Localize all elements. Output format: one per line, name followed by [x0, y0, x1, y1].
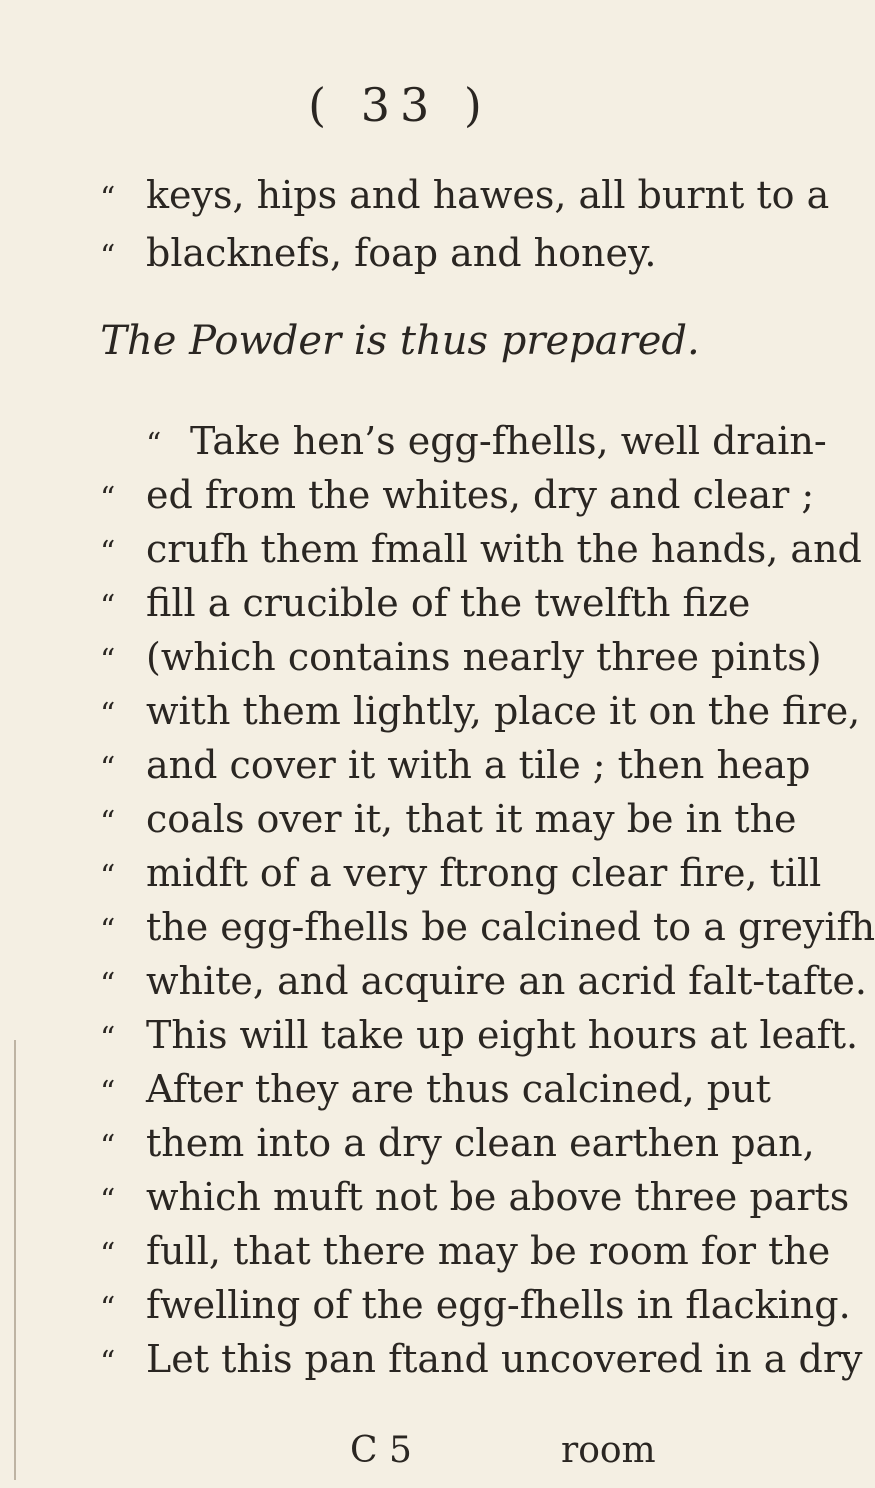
quote-mark: “ — [100, 697, 116, 732]
quote-mark: “ — [146, 427, 162, 462]
line-text: Take hen’s egg-fhells, well drain- — [190, 419, 827, 463]
text-line — [0, 846, 822, 902]
quote-mark: “ — [100, 1021, 116, 1056]
line-text: keys, hips and hawes, all burnt to a — [146, 173, 830, 217]
section-heading: The Powder is thus prepared. — [100, 318, 700, 364]
line-text: After they are thus calcined, put — [146, 1067, 771, 1111]
quote-mark: “ — [100, 181, 116, 216]
quote-mark: “ — [100, 239, 116, 274]
line-text: the egg-fhells be calcined to a greyifh — [146, 905, 875, 949]
text-line — [0, 900, 875, 956]
line-text: white, and acquire an acrid falt-tafte. — [146, 959, 867, 1003]
quote-mark: “ — [100, 1183, 116, 1218]
line-text: fwelling of the egg-fhells in flacking. — [146, 1283, 851, 1327]
text-line — [0, 1062, 800, 1118]
quote-mark: “ — [100, 589, 116, 624]
text-line — [0, 792, 800, 848]
text-line — [0, 226, 800, 282]
quote-mark: “ — [100, 1075, 116, 1110]
line-text: ed from the whites, dry and clear ; — [146, 473, 815, 517]
text-line — [0, 1008, 859, 1064]
text-line — [0, 168, 830, 224]
page-footer — [0, 1424, 800, 1480]
text-line — [0, 630, 822, 686]
quote-mark: “ — [100, 643, 116, 678]
line-text: This will take up eight hours at leaft. — [146, 1013, 859, 1057]
quote-mark: “ — [100, 1237, 116, 1272]
quote-mark: “ — [100, 805, 116, 840]
text-line — [0, 1332, 863, 1388]
text-line — [0, 576, 800, 632]
quote-mark: “ — [100, 967, 116, 1002]
text-line — [0, 1278, 851, 1334]
line-text: with them lightly, place it on the fire, — [146, 689, 861, 733]
line-text: blacknefs, foap and honey. — [146, 231, 657, 275]
text-line — [0, 684, 861, 740]
quote-mark: “ — [100, 1345, 116, 1380]
line-text: (which contains nearly three pints) — [146, 635, 822, 679]
text-line — [0, 414, 827, 470]
text-line — [0, 1224, 831, 1280]
quote-mark: “ — [100, 751, 116, 786]
line-text: and cover it with a tile ; then heap — [146, 743, 811, 787]
text-line — [0, 738, 811, 794]
quote-mark: “ — [100, 1291, 116, 1326]
signature-mark: C 5 — [350, 1430, 412, 1471]
text-line — [0, 954, 867, 1010]
line-text: which muft not be above three parts — [146, 1175, 850, 1219]
line-text: crufh them fmall with the hands, and — [146, 527, 862, 571]
line-text: coals over it, that it may be in the — [146, 797, 797, 841]
text-line — [0, 468, 815, 524]
quote-mark: “ — [100, 535, 116, 570]
line-text: full, that there may be room for the — [146, 1229, 831, 1273]
line-text: fill a crucible of the twelfth fize — [146, 581, 751, 625]
text-line — [0, 522, 862, 578]
quote-mark: “ — [100, 913, 116, 948]
line-text: them into a dry clean earthen pan, — [146, 1121, 815, 1165]
catchword: room — [561, 1430, 656, 1471]
line-text: midft of a very ftrong clear fire, till — [146, 851, 822, 895]
quote-mark: “ — [100, 1129, 116, 1164]
quote-mark: “ — [100, 859, 116, 894]
line-text: Let this pan ftand uncovered in a dry — [146, 1337, 863, 1381]
text-line — [0, 1116, 815, 1172]
page-number: ( 33 ) — [308, 78, 492, 132]
quote-mark: “ — [100, 481, 116, 516]
text-line — [0, 1170, 850, 1226]
